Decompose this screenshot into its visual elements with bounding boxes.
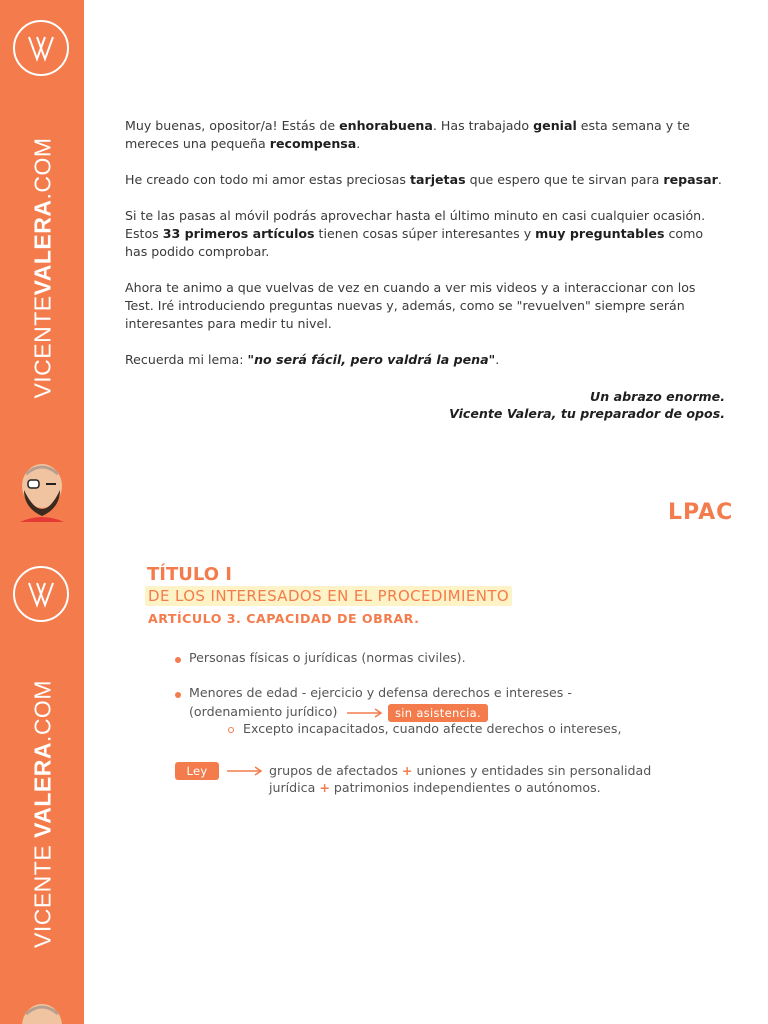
- ley-line-2: jurídica + patrimonios independientes o autónomos.: [269, 780, 601, 795]
- bullet-icon: [175, 657, 181, 663]
- law-heading: LPAC: [668, 500, 734, 525]
- avatar-cartoon-icon: [16, 458, 68, 522]
- brand-sidebar: [0, 0, 84, 1024]
- list-item: Personas físicas o jurídicas (normas civiles).: [189, 650, 466, 665]
- list-item: Menores de edad - ejercicio y defensa derechos e intereses -: [189, 685, 572, 700]
- title-subheading: DE LOS INTERESADOS EN EL PROCEDIMIENTO: [145, 586, 512, 606]
- brand-wordmark: VICENTE VALERA.COM: [29, 680, 56, 948]
- highlight-badge: sin asistencia.: [388, 704, 488, 722]
- arrow-right-icon: [346, 707, 384, 719]
- brand-wordmark: VICENTEVALERA.COM: [29, 137, 56, 399]
- sub-bullet-icon: [228, 727, 234, 733]
- ley-badge: Ley: [175, 762, 219, 780]
- signature-line-2: Vicente Valera, tu preparador de opos.: [449, 406, 725, 421]
- list-item-continuation: (ordenamiento jurídico): [189, 704, 338, 719]
- intro-paragraph-3: Si te las pasas al móvil podrás aprovechar hasta el último minuto en casi cualquier ocasión. Estos 33 primeros artículos tienen cosas súper interesantes y muy preguntables como has podido comprobar.: [125, 208, 706, 259]
- ley-line-1: grupos de afectados + uniones y entidades sin personalidad: [269, 763, 652, 778]
- avatar-cartoon-icon: [16, 998, 68, 1024]
- intro-paragraph-1: Muy buenas, opositor/a! Estás de enhorabuena. Has trabajado genial esta semana y te mereces una pequeña recompensa.: [125, 118, 690, 151]
- sub-list-item: Excepto incapacitados, cuando afecte derechos o intereses,: [243, 721, 622, 736]
- intro-paragraph-5: Recuerda mi lema: "no será fácil, pero valdrá la pena".: [125, 352, 500, 367]
- article-heading: ARTÍCULO 3. CAPACIDAD DE OBRAR.: [148, 611, 420, 626]
- intro-paragraph-2: He creado con todo mi amor estas preciosas tarjetas que espero que te sirvan para repasar.: [125, 172, 722, 187]
- vv-logo-icon: [13, 566, 69, 622]
- vv-logo-icon: [13, 20, 69, 76]
- intro-paragraph-4: Ahora te animo a que vuelvas de vez en cuando a ver mis videos y a interaccionar con los Test. Iré introduciendo preguntas nuevas y, además, como se "revuelven" siempre serán interesantes para medir tu nivel.: [125, 280, 696, 331]
- signature-line-1: Un abrazo enorme.: [590, 389, 725, 404]
- arrow-right-icon: [226, 765, 264, 777]
- title-heading: TÍTULO I: [147, 564, 232, 585]
- bullet-icon: [175, 692, 181, 698]
